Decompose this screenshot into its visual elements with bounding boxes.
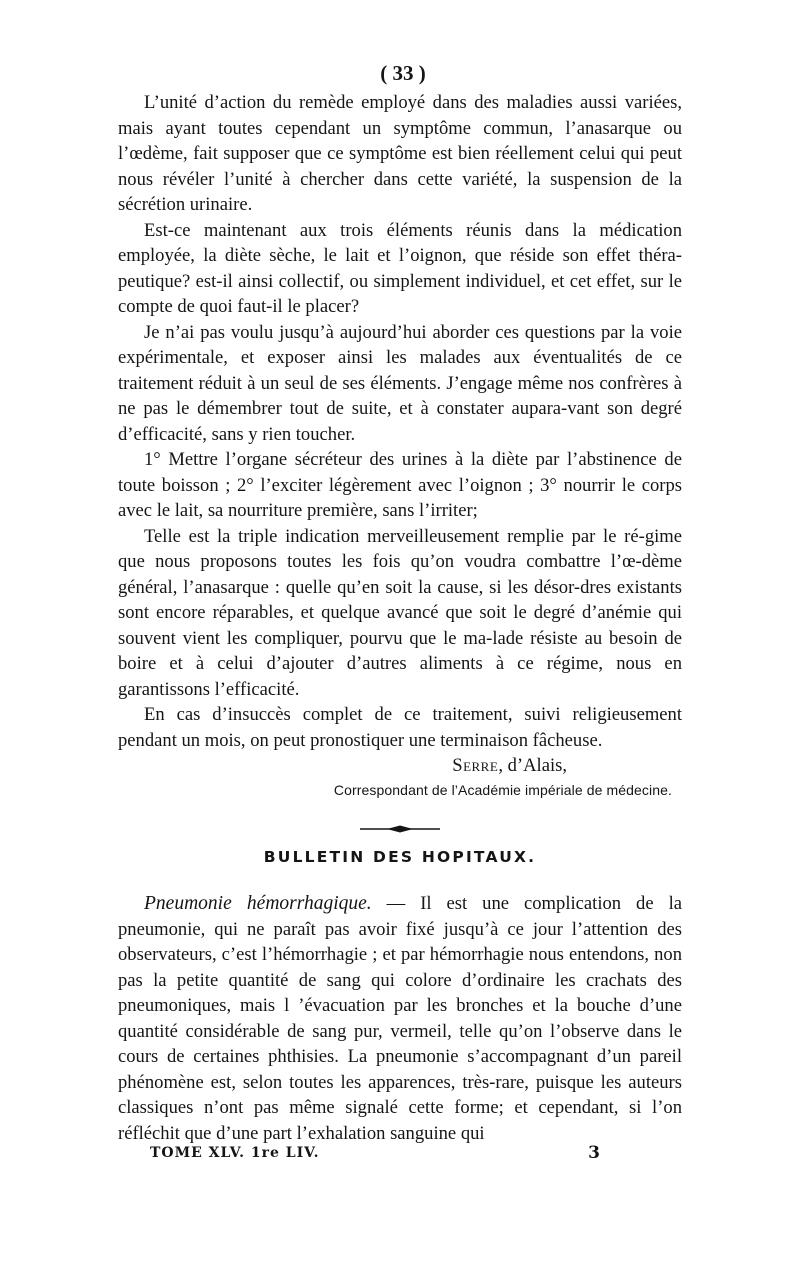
signature-block: [118, 753, 682, 801]
signature-title: Correspondant de l’Académie impériale de médecine.: [333, 782, 672, 798]
article-text: — Il est une complication de la pneumonie, qui ne paraît pas avoir fixé jusqu’à ce jour l’attention des observateurs, c’est l’hémorrhagie ; et par hémorrhagie nous entendons, non pas la petite quantité de sang qui colore d’ordinaire les crachats des pneumoniques, mais l ’évacuation par les bronches et la bouche d’une quantité considérable de sang pur, vermeil, telle qu’on l’observe dans le cours de certaines phthisies. La pneumonie s’accompagnant d’un pareil phénomène est, selon toutes les apparences, très-rare, puisque les auteurs classiques n’ont pas même signalé cette forme; et cependant, si l’on réfléchit que d’une part l’exhalation sanguine qui: [118, 893, 682, 1144]
section-title: BULLETIN DES HOPITAUX.: [263, 848, 537, 866]
footer-signature-mark: 3: [588, 1143, 600, 1163]
paragraph-triple-indication: Telle est la triple indication merveilleusement remplie par le ré-gime que nous proposons toutes les fois qu’on voudra combattre l’œ-dème général, l’anasarque : quelle qu’en soit la cause, si les désor-dres existants sont encore réparables, et quelque avancé que soit le degré d’anémie qui souvent vient les compliquer, pourvu que le ma-lade résiste au besoin de boire et à celui d’ajouter d’autres aliments à ce régime, nous en garantissons l’efficacité.: [118, 525, 682, 700]
page-footer: [150, 1140, 600, 1166]
signature-author: Serre: [452, 755, 499, 776]
paragraph-indications-numerotees: 1° Mettre l’organe sécréteur des urines à la diète par l’abstinence de toute boisson ; 2° l’exciter légèrement avec l’oignon ; 3° nourrir le corps avec le lait, sa nourriture première, sans l’irriter;: [118, 449, 682, 521]
paragraph-trois-elements: Est-ce maintenant aux trois éléments réunis dans la médication employée, la diète sèche, le lait et l’oignon, que réside son effet théra-peutique? est-il ainsi collectif, ou simplement individuel, et cet effet, sur le compte de quoi faut-il le placer?: [118, 219, 682, 317]
ornamental-divider-icon: [360, 824, 440, 834]
paragraph-insucces: En cas d’insuccès complet de ce traitement, suivi religieusement pendant un mois, on peut pronostiquer une terminaison fâcheuse.: [118, 704, 682, 751]
page-number: ( 33 ): [380, 61, 426, 85]
paragraph-pneumonie-hemorrhagique: [118, 891, 682, 1146]
article-title: Pneumonie hémorrhagique.: [144, 893, 372, 914]
page-body: [118, 56, 682, 1146]
signature-place: , d’Alais,: [498, 755, 567, 776]
signature-name-line: [118, 753, 682, 779]
paragraph-voie-experimentale: Je n’ai pas voulu jusqu’à aujourd’hui aborder ces questions par la voie expérimentale, et exposer ainsi les malades aux éventualités de ce traitement réduit à un seul de ses éléments. J’engage même nos confrères à ne pas le démembrer tout de suite, et à constater aupara-vant son degré d’efficacité, sans y rien toucher.: [118, 321, 682, 445]
footer-volume: TOME XLV. 1re LIV.: [150, 1145, 320, 1161]
paragraph-unite-action: L’unité d’action du remède employé dans des maladies aussi variées, mais ayant toutes cependant un symptôme commun, l’anasarque ou l’œdème, fait supposer que ce symptôme est bien réellement celui qui peut nous révéler l’unité à chercher dans cette variété, la suspension de la sécrétion urinaire.: [118, 92, 682, 215]
